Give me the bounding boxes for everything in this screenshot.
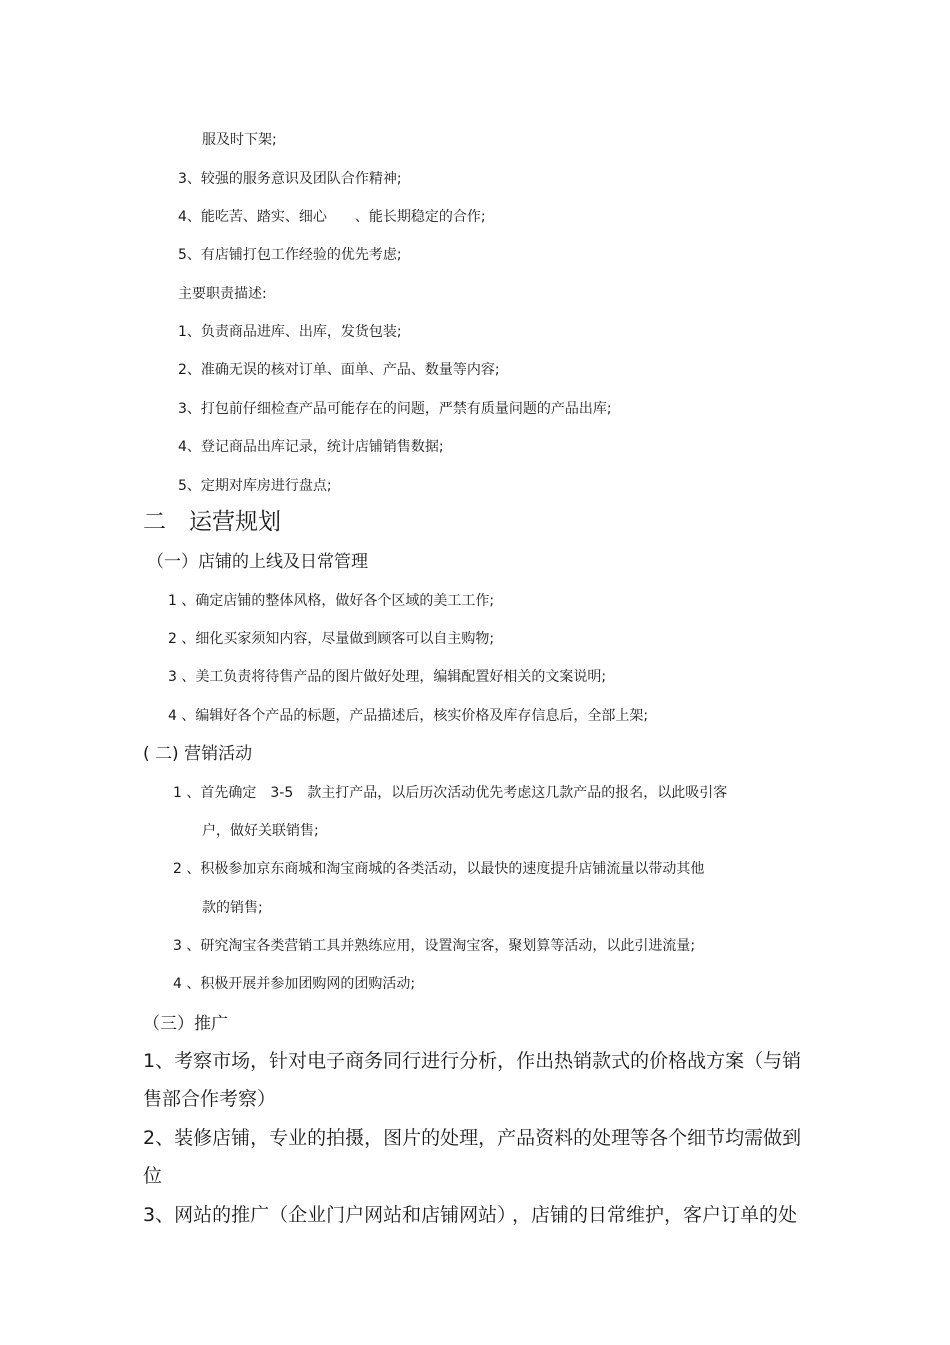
list-item-continuation: 款的销售;: [202, 900, 263, 916]
list-item: 5、定期对库房进行盘点;: [178, 478, 332, 494]
list-item: 1、负责商品进库、出库，发货包装;: [178, 324, 402, 340]
list-item: 3 、美工负责将待售产品的图片做好处理，编辑配置好相关的文案说明;: [168, 669, 607, 685]
list-item: 4、能吃苦、踏实、细心 、能长期稳定的合作;: [178, 209, 486, 225]
list-item: 4 、编辑好各个产品的标题，产品描述后，核实价格及库存信息后，全部上架;: [168, 708, 649, 724]
list-item: 2 、积极参加京东商城和淘宝商城的各类活动，以最快的速度提升店铺流量以带动其他: [173, 861, 705, 877]
paragraph-line: ，店铺的日常维护，客户订单的处: [512, 1204, 798, 1226]
paragraph-line: 3、网站的推广（企业门户网站和店铺网站）: [143, 1204, 517, 1226]
text-line: 服及时下架;: [202, 132, 277, 148]
paragraph-line: 位: [143, 1165, 163, 1187]
section-heading: 二 运营规划: [143, 509, 281, 535]
list-item: 3、打包前仔细检查产品可能存在的问题，严禁有质量问题的产品出库;: [178, 401, 612, 417]
paragraph-line: 1、考察市场，针对电子商务同行进行分析，作出热销款式的价格战方案（与销: [143, 1050, 802, 1072]
subsection-heading: ( 二) 营销活动: [143, 744, 253, 764]
subsection-heading: （三）推广: [143, 1014, 228, 1034]
list-item: 2 、细化买家须知内容，尽量做到顾客可以自主购物;: [168, 631, 495, 647]
list-item: 1 、首先确定 3-5 款主打产品，以后历次活动优先考虑这几款产品的报名，以此吸引客: [173, 785, 728, 801]
paragraph-line: 售部合作考察）: [143, 1088, 277, 1110]
subheading: 主要职责描述:: [178, 286, 267, 302]
list-item: 1 、确定店铺的整体风格，做好各个区域的美工工作;: [168, 593, 495, 609]
subsection-heading: （一）店铺的上线及日常管理: [147, 552, 368, 572]
list-item: 3、较强的服务意识及团队合作精神;: [178, 171, 402, 187]
list-item: 4 、积极开展并参加团购网的团购活动;: [173, 976, 416, 992]
list-item: 5、有店铺打包工作经验的优先考虑;: [178, 247, 402, 263]
list-item: 2、准确无误的核对订单、面单、产品、数量等内容;: [178, 362, 500, 378]
list-item: 4、登记商品出库记录，统计店铺销售数据;: [178, 439, 444, 455]
list-item-continuation: 户，做好关联销售;: [202, 823, 319, 839]
paragraph-line: 2、装修店铺，专业的拍摄，图片的处理，产品资料的处理等各个细节均需做到: [143, 1127, 802, 1149]
list-item: 3 、研究淘宝各类营销工具并熟练应用，设置淘宝客，聚划算等活动，以此引进流量;: [173, 938, 696, 954]
